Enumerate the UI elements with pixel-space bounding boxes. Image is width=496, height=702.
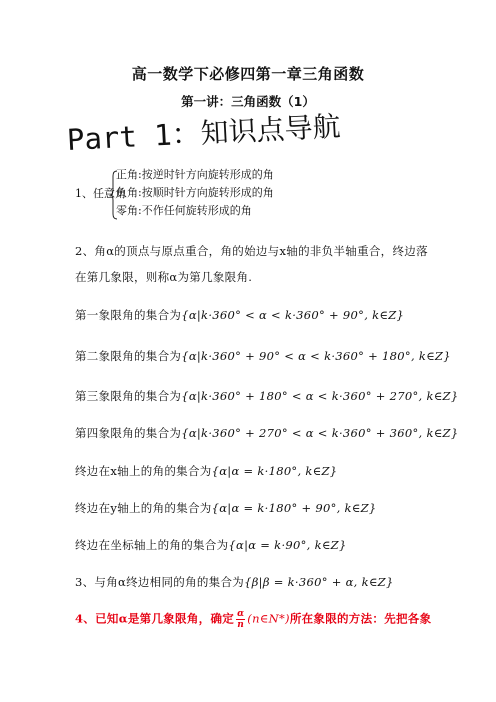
fraction-numerator: α — [237, 609, 245, 619]
quadrant-3-set: {α|k·360° + 180° < α < k·360° + 270°, k∈Z} — [181, 389, 459, 403]
quadrant-1-row — [75, 307, 404, 323]
axis-both-row — [75, 537, 347, 553]
item2-line2: 在第几象限，则称α为第几象限角. — [75, 270, 253, 284]
angle-type-positive: 正角:按逆时针方向旋转形成的角 — [116, 168, 274, 181]
quadrant-2-set: {α|k·360° + 90° < α < k·360° + 180°, k∈Z} — [181, 349, 451, 363]
lecture-subtitle: 第一讲：三角函数（1） — [181, 94, 315, 109]
fraction-denominator: n — [237, 620, 245, 630]
part-heading-cjk: 知识点导航 — [199, 109, 342, 151]
axis-x-label: 终边在x轴上的角的集合为 — [75, 464, 212, 478]
axis-x-row — [75, 463, 337, 479]
angle-type-zero: 零角:不作任何旋转形成的角 — [116, 204, 252, 217]
angle-types-list — [116, 166, 274, 220]
axis-both-set: {α|α = k·90°, k∈Z} — [228, 538, 347, 552]
part-heading — [66, 104, 342, 159]
axis-both-label: 终边在坐标轴上的角的集合为 — [75, 538, 229, 552]
axis-x-set: {α|α = k·180°, k∈Z} — [211, 464, 338, 478]
part-heading-latin: Part 1： — [66, 116, 202, 158]
quadrant-3-label: 第三象限角的集合为 — [75, 389, 182, 403]
alpha-over-n-fraction — [236, 609, 245, 630]
quadrant-4-row — [75, 425, 458, 441]
item3-set: {β|β = k·360° + α, k∈Z} — [244, 575, 394, 589]
quadrant-1-label: 第一象限角的集合为 — [75, 308, 182, 322]
item2-line1: 2、角α的顶点与原点重合，角的始边与x轴的非负半轴重合，终边落 — [75, 244, 428, 258]
quadrant-2-row — [75, 348, 451, 364]
quadrant-2-label: 第二象限角的集合为 — [75, 349, 182, 363]
quadrant-3-row — [75, 388, 458, 404]
item3-row — [75, 574, 394, 590]
quadrant-4-label: 第四象限角的集合为 — [75, 426, 182, 440]
axis-y-set: {α|α = k·180° + 90°, k∈Z} — [211, 501, 377, 515]
axis-y-label: 终边在y轴上的角的集合为 — [75, 501, 212, 515]
item4-condition: (n∈N*) — [247, 611, 290, 626]
quadrant-4-set: {α|k·360° + 270° < α < k·360° + 360°, k∈Z} — [181, 426, 459, 440]
item4-prefix: 4、已知α是第几象限角，确定 — [75, 611, 235, 626]
document-title: 高一数学下必修四第一章三角函数 — [131, 65, 365, 83]
axis-y-row — [75, 500, 377, 516]
item1-label: 1、任意角 — [75, 187, 126, 200]
item4-row — [75, 609, 431, 630]
item4-suffix: 所在象限的方法：先把各象 — [289, 611, 432, 626]
item3-label: 3、与角α终边相同的角的集合为 — [75, 575, 245, 589]
angle-type-negative: 负角:按顺时针方向旋转形成的角 — [116, 186, 274, 199]
quadrant-1-set: {α|k·360° < α < k·360° + 90°, k∈Z} — [181, 308, 405, 322]
